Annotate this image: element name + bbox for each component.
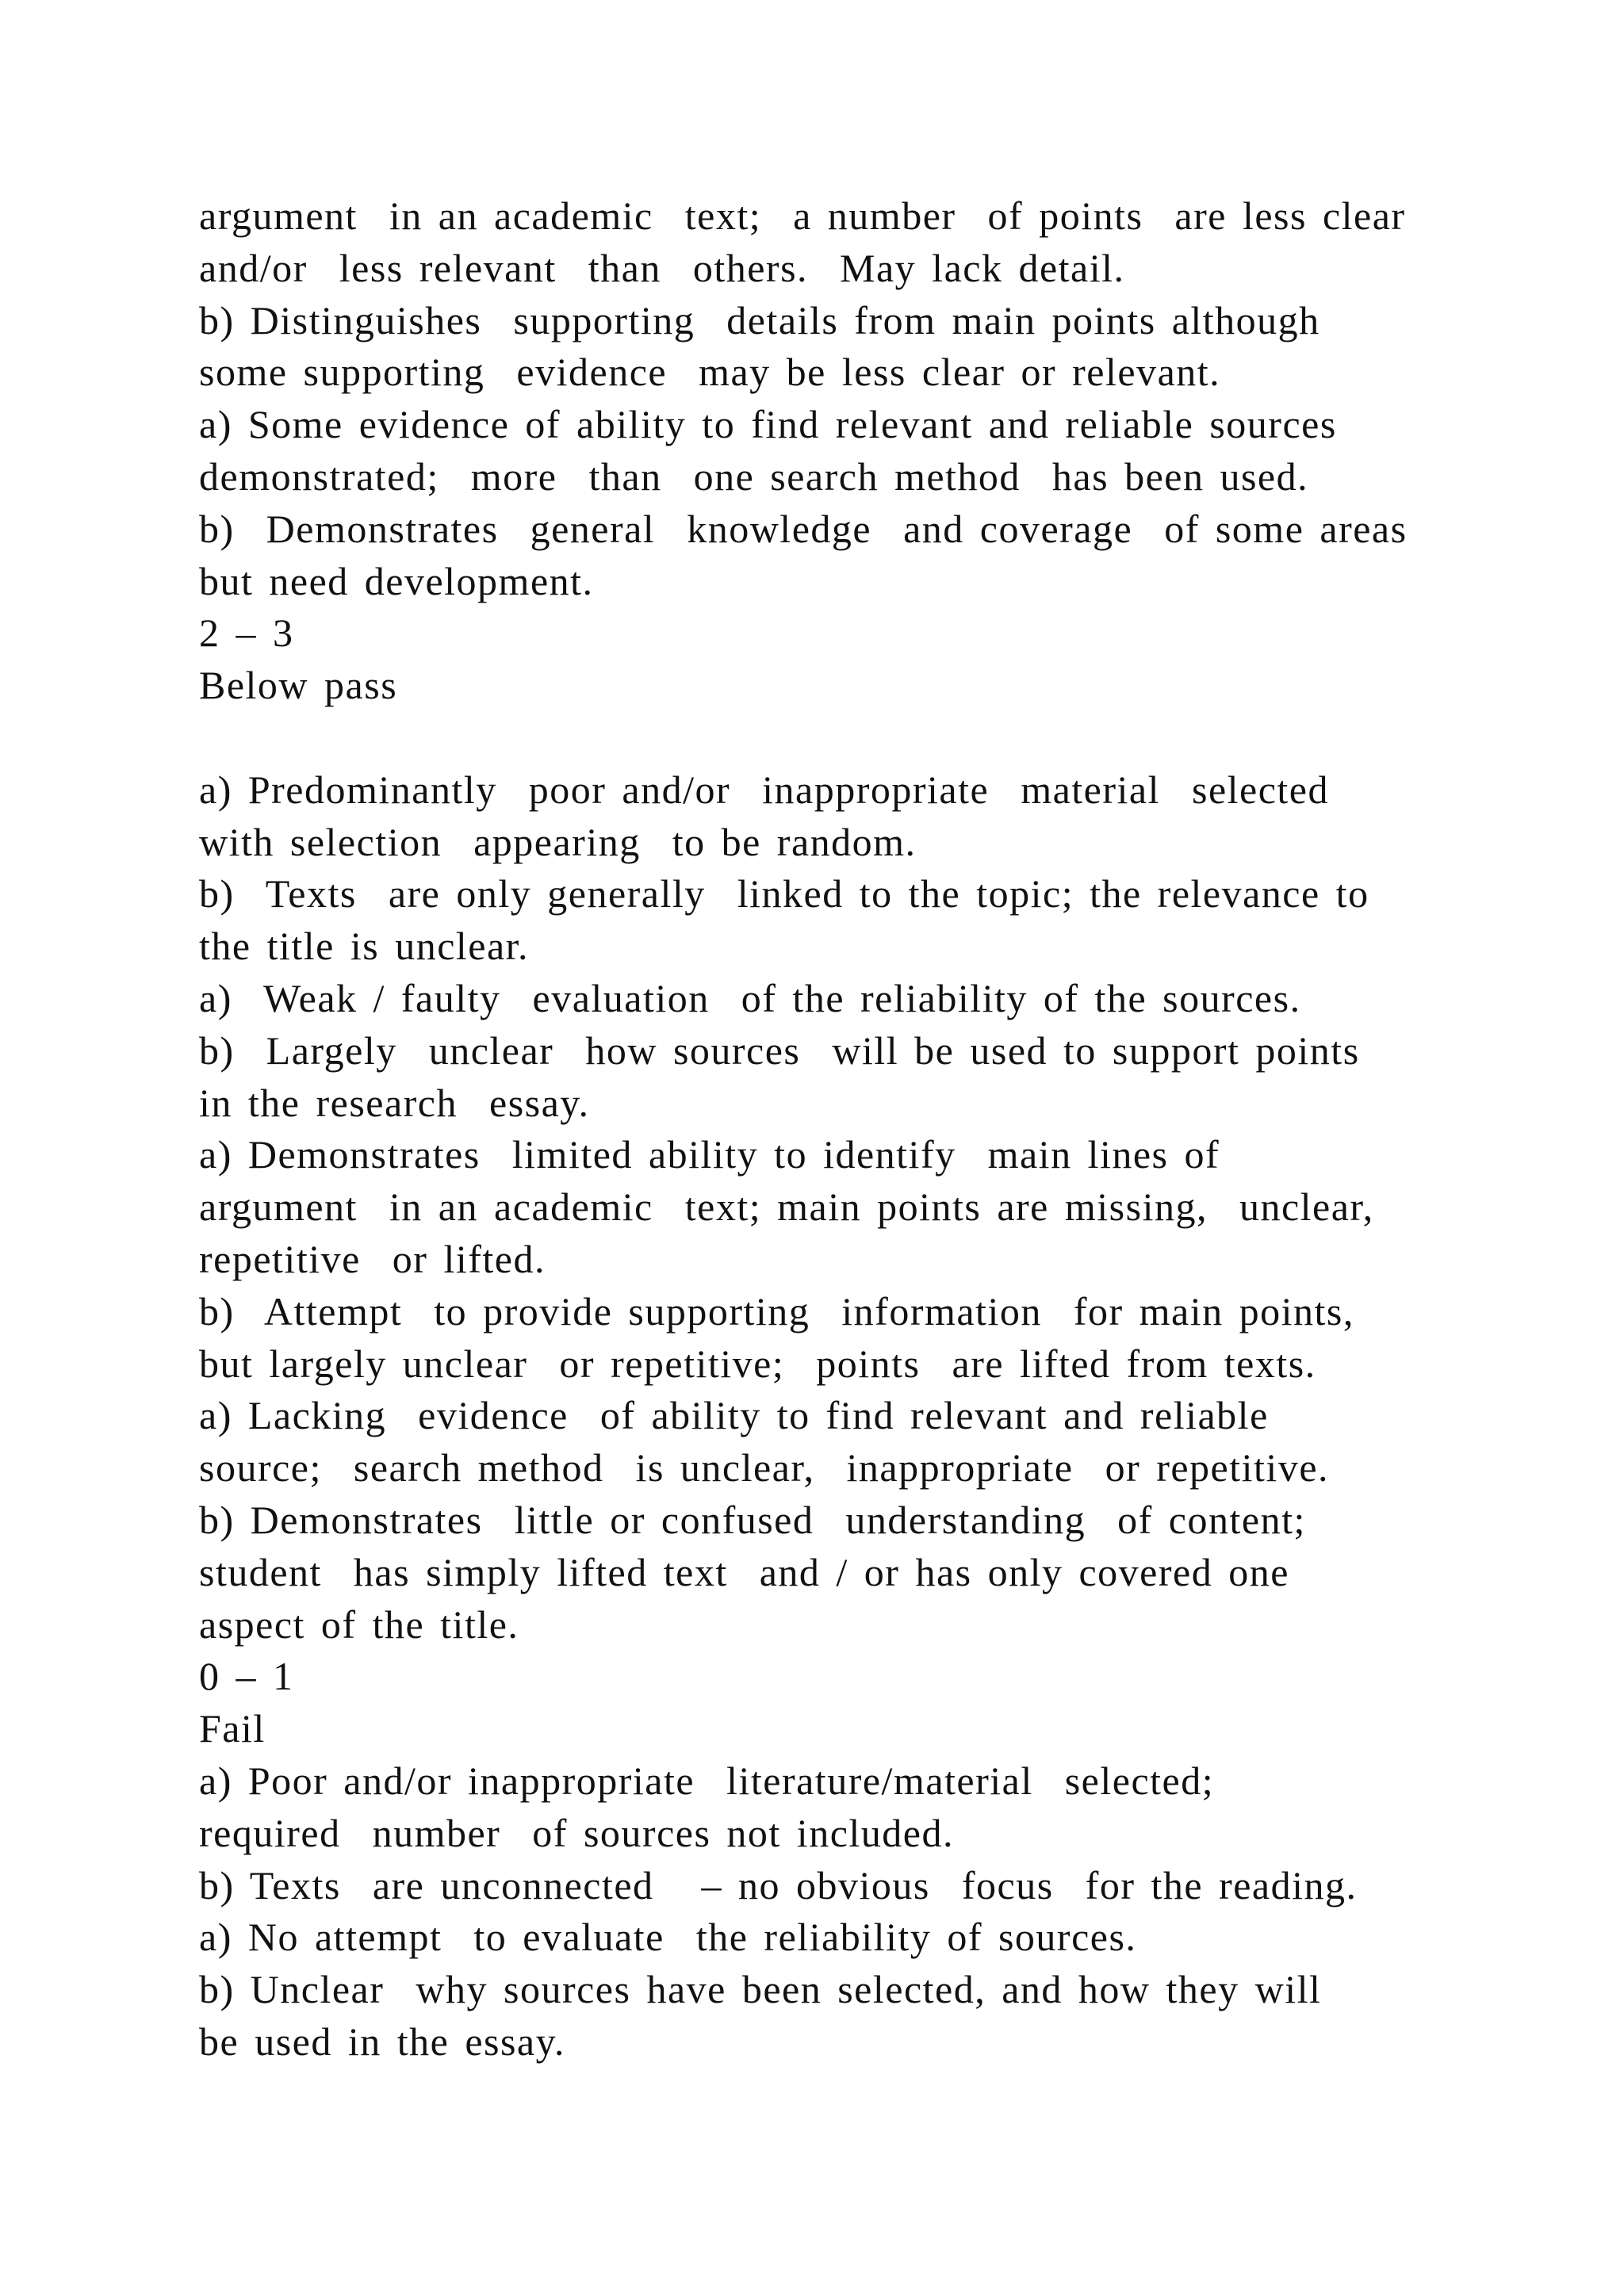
text-line: a) Predominantly poor and/or inappropriate material selected: [199, 767, 1329, 812]
text-line: b) Demonstrates little or confused understanding of content;: [199, 1497, 1306, 1542]
text-line: a) No attempt to evaluate the reliability of sources.: [199, 1915, 1137, 1960]
text-line: be used in the essay.: [199, 2019, 565, 2064]
text-line: a) Some evidence of ability to find relevant and reliable sources: [199, 402, 1337, 447]
text-line: repetitive or lifted.: [199, 1236, 546, 1281]
text-line: a) Poor and/or inappropriate literature/material selected;: [199, 1758, 1215, 1803]
text-line: in the research essay.: [199, 1080, 590, 1125]
text-line: b) Demonstrates general knowledge and coverage of some areas: [199, 506, 1408, 551]
text-line: b) Attempt to provide supporting information for main points,: [199, 1288, 1354, 1334]
text-line: with selection appearing to be random.: [199, 819, 917, 864]
text-line: required number of sources not included.: [199, 1810, 954, 1855]
text-line: student has simply lifted text and / or has only covered one: [199, 1549, 1289, 1594]
body-text: [199, 190, 1468, 2068]
text-line: but largely unclear or repetitive; points are lifted from texts.: [199, 1341, 1316, 1386]
grade-label-line: Fail: [199, 1706, 266, 1751]
text-line: argument in an academic text; a number of points are less clear: [199, 193, 1406, 238]
score-range-line: 2 – 3: [199, 610, 294, 656]
text-line: a) Demonstrates limited ability to identify main lines of: [199, 1132, 1220, 1177]
text-line: and/or less relevant than others. May lack detail.: [199, 245, 1125, 290]
text-line: b) Unclear why sources have been selected, and how they will: [199, 1967, 1322, 2012]
score-range-line: 0 – 1: [199, 1654, 294, 1699]
text-line: source; search method is unclear, inappropriate or repetitive.: [199, 1445, 1330, 1490]
text-line: but need development.: [199, 558, 594, 603]
text-line: argument in an academic text; main points are missing, unclear,: [199, 1184, 1374, 1230]
text-line: b) Texts are only generally linked to the topic; the relevance to: [199, 871, 1369, 916]
text-line: b) Largely unclear how sources will be used to support points: [199, 1027, 1360, 1073]
text-line: a) Lacking evidence of ability to find relevant and reliable: [199, 1393, 1269, 1438]
text-line: aspect of the title.: [199, 1601, 519, 1647]
text-line: the title is unclear.: [199, 924, 530, 969]
blank-line: [199, 712, 1468, 764]
text-line: demonstrated; more than one search method has been used.: [199, 453, 1309, 499]
grade-label-line: Below pass: [199, 663, 398, 708]
text-line: some supporting evidence may be less clear or relevant.: [199, 350, 1221, 395]
text-line: b) Distinguishes supporting details from main points although: [199, 297, 1320, 342]
text-line: b) Texts are unconnected – no obvious focus for the reading.: [199, 1862, 1358, 1908]
text-line: a) Weak / faulty evaluation of the reliability of the sources.: [199, 975, 1301, 1020]
